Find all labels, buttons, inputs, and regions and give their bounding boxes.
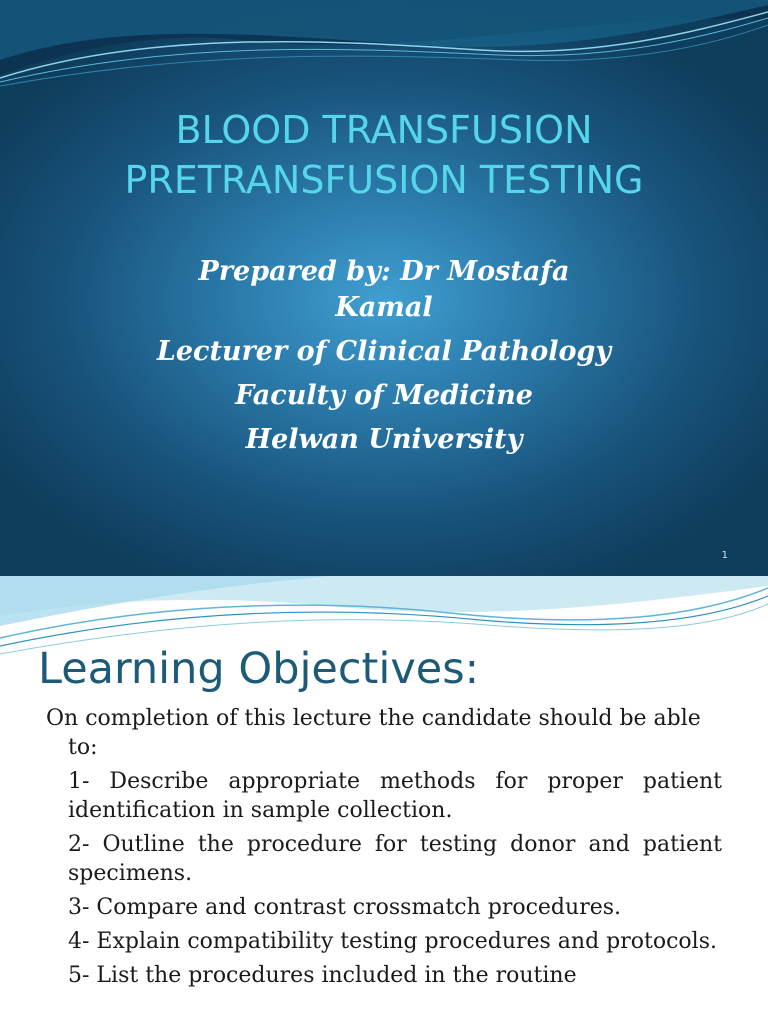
slide-subtitle (60, 254, 708, 458)
intro-text: On completion of this lecture the candidate should be able to: (46, 706, 701, 760)
faculty-line: Faculty of Medicine (235, 380, 533, 411)
slide-title: Learning Objectives: (38, 644, 480, 694)
prepared-by-line-2: Kamal (335, 292, 433, 323)
position-line: Lecturer of Clinical Pathology (156, 336, 612, 367)
objective-item: 3- Compare and contrast crossmatch procedures. (68, 895, 622, 920)
objective-item: 5- List the procedures included in the routine (68, 963, 577, 988)
university-line: Helwan University (245, 424, 523, 455)
objective-item: 4- Explain compatibility testing procedures and protocols. (68, 929, 717, 954)
objective-item: 2- Outline the procedure for testing donor and patient specimens. (68, 832, 722, 886)
wave-decoration (0, 0, 768, 100)
title-line-2: PRETRANSFUSION TESTING (124, 158, 644, 202)
objectives-body (46, 704, 722, 990)
objectives-slide (0, 576, 768, 1024)
slide-number: 1 (721, 550, 728, 561)
prepared-by-line-1: Prepared by: Dr Mostafa (198, 256, 570, 287)
title-line-1: BLOOD TRANSFUSION (175, 108, 593, 152)
slide-title (0, 105, 768, 205)
objective-item: 1- Describe appropriate methods for proper patient identification in sample collection. (68, 769, 722, 823)
